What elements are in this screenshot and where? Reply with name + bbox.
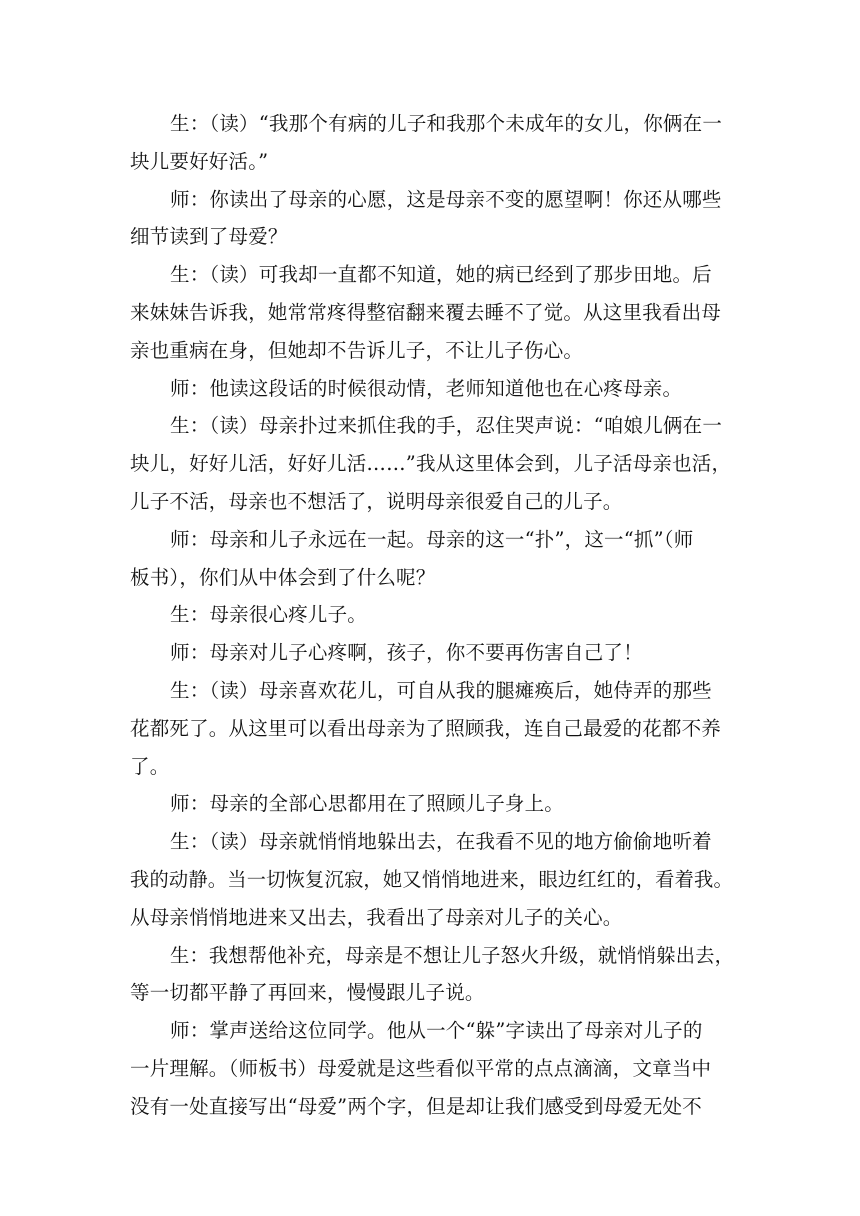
- text-line: 师：你读出了母亲的心愿，这是母亲不变的愿望啊！你还从哪些: [170, 187, 722, 211]
- text-line: 没有一处直接写出“母爱”两个字，但是却让我们感受到母爱无处不: [130, 1094, 702, 1118]
- text-line: 儿子不活，母亲也不想活了，说明母亲很爱自己的儿子。: [130, 489, 623, 513]
- text-line: 我的动静。当一切恢复沉寂，她又悄悄地进来，眼边红红的，看着我。: [130, 867, 733, 891]
- text-line: 等一切都平静了再回来，慢慢跟儿子说。: [130, 981, 485, 1005]
- text-line: 了。: [130, 754, 170, 778]
- text-line: 师：母亲的全部心思都用在了照顾儿子身上。: [170, 792, 565, 816]
- text-line: 生：（读）母亲喜欢花儿，可自从我的腿瘫痪后，她侍弄的那些: [170, 678, 712, 702]
- text-line: 生：母亲很心疼儿子。: [170, 603, 368, 627]
- text-line: 生：（读）母亲就悄悄地躲出去，在我看不见的地方偷偷地听着: [170, 830, 712, 854]
- text-line: 细节读到了母爱？: [130, 225, 288, 249]
- text-line: 生：（读）可我却一直都不知道，她的病已经到了那步田地。后: [170, 263, 712, 287]
- text-line: 师：母亲和儿子永远在一起。母亲的这一“扑”，这一“抓”（师: [170, 527, 694, 551]
- document-page: [130, 105, 734, 1126]
- text-line: 块儿，好好儿活，好好儿活……”我从这里体会到，儿子活母亲也活，: [130, 452, 732, 476]
- text-line: 生：（读）母亲扑过来抓住我的手，忍住哭声说：“咱娘儿俩在一: [170, 414, 723, 438]
- text-line: 师：掌声送给这位同学。他从一个“躲”字读出了母亲对儿子的: [170, 1019, 703, 1043]
- text-line: 生：我想帮他补充，母亲是不想让儿子怒火升级，就悄悄躲出去，: [170, 943, 735, 967]
- text-line: 块儿要好好活。”: [130, 149, 269, 173]
- text-line: 一片理解。（师板书）母爱就是这些看似平常的点点滴滴，文章当中: [130, 1056, 712, 1080]
- text-line: 师：他读这段话的时候很动情，老师知道他也在心疼母亲。: [170, 376, 683, 400]
- text-line: 亲也重病在身，但她却不告诉儿子，不让儿子伤心。: [130, 338, 584, 362]
- text-line: 花都死了。从这里可以看出母亲为了照顾我，连自己最爱的花都不养: [130, 716, 722, 740]
- text-line: 师：母亲对儿子心疼啊，孩子，你不要再伤害自己了！: [170, 641, 643, 665]
- text-line: 从母亲悄悄地进来又出去，我看出了母亲对儿子的关心。: [130, 905, 623, 929]
- text-line: 生：（读）“我那个有病的儿子和我那个未成年的女儿，你俩在一: [170, 112, 723, 135]
- text-line: 板书），你们从中体会到了什么呢？: [130, 565, 436, 589]
- text-line: 来妹妹告诉我，她常常疼得整宿翻来覆去睡不了觉。从这里我看出母: [130, 300, 722, 324]
